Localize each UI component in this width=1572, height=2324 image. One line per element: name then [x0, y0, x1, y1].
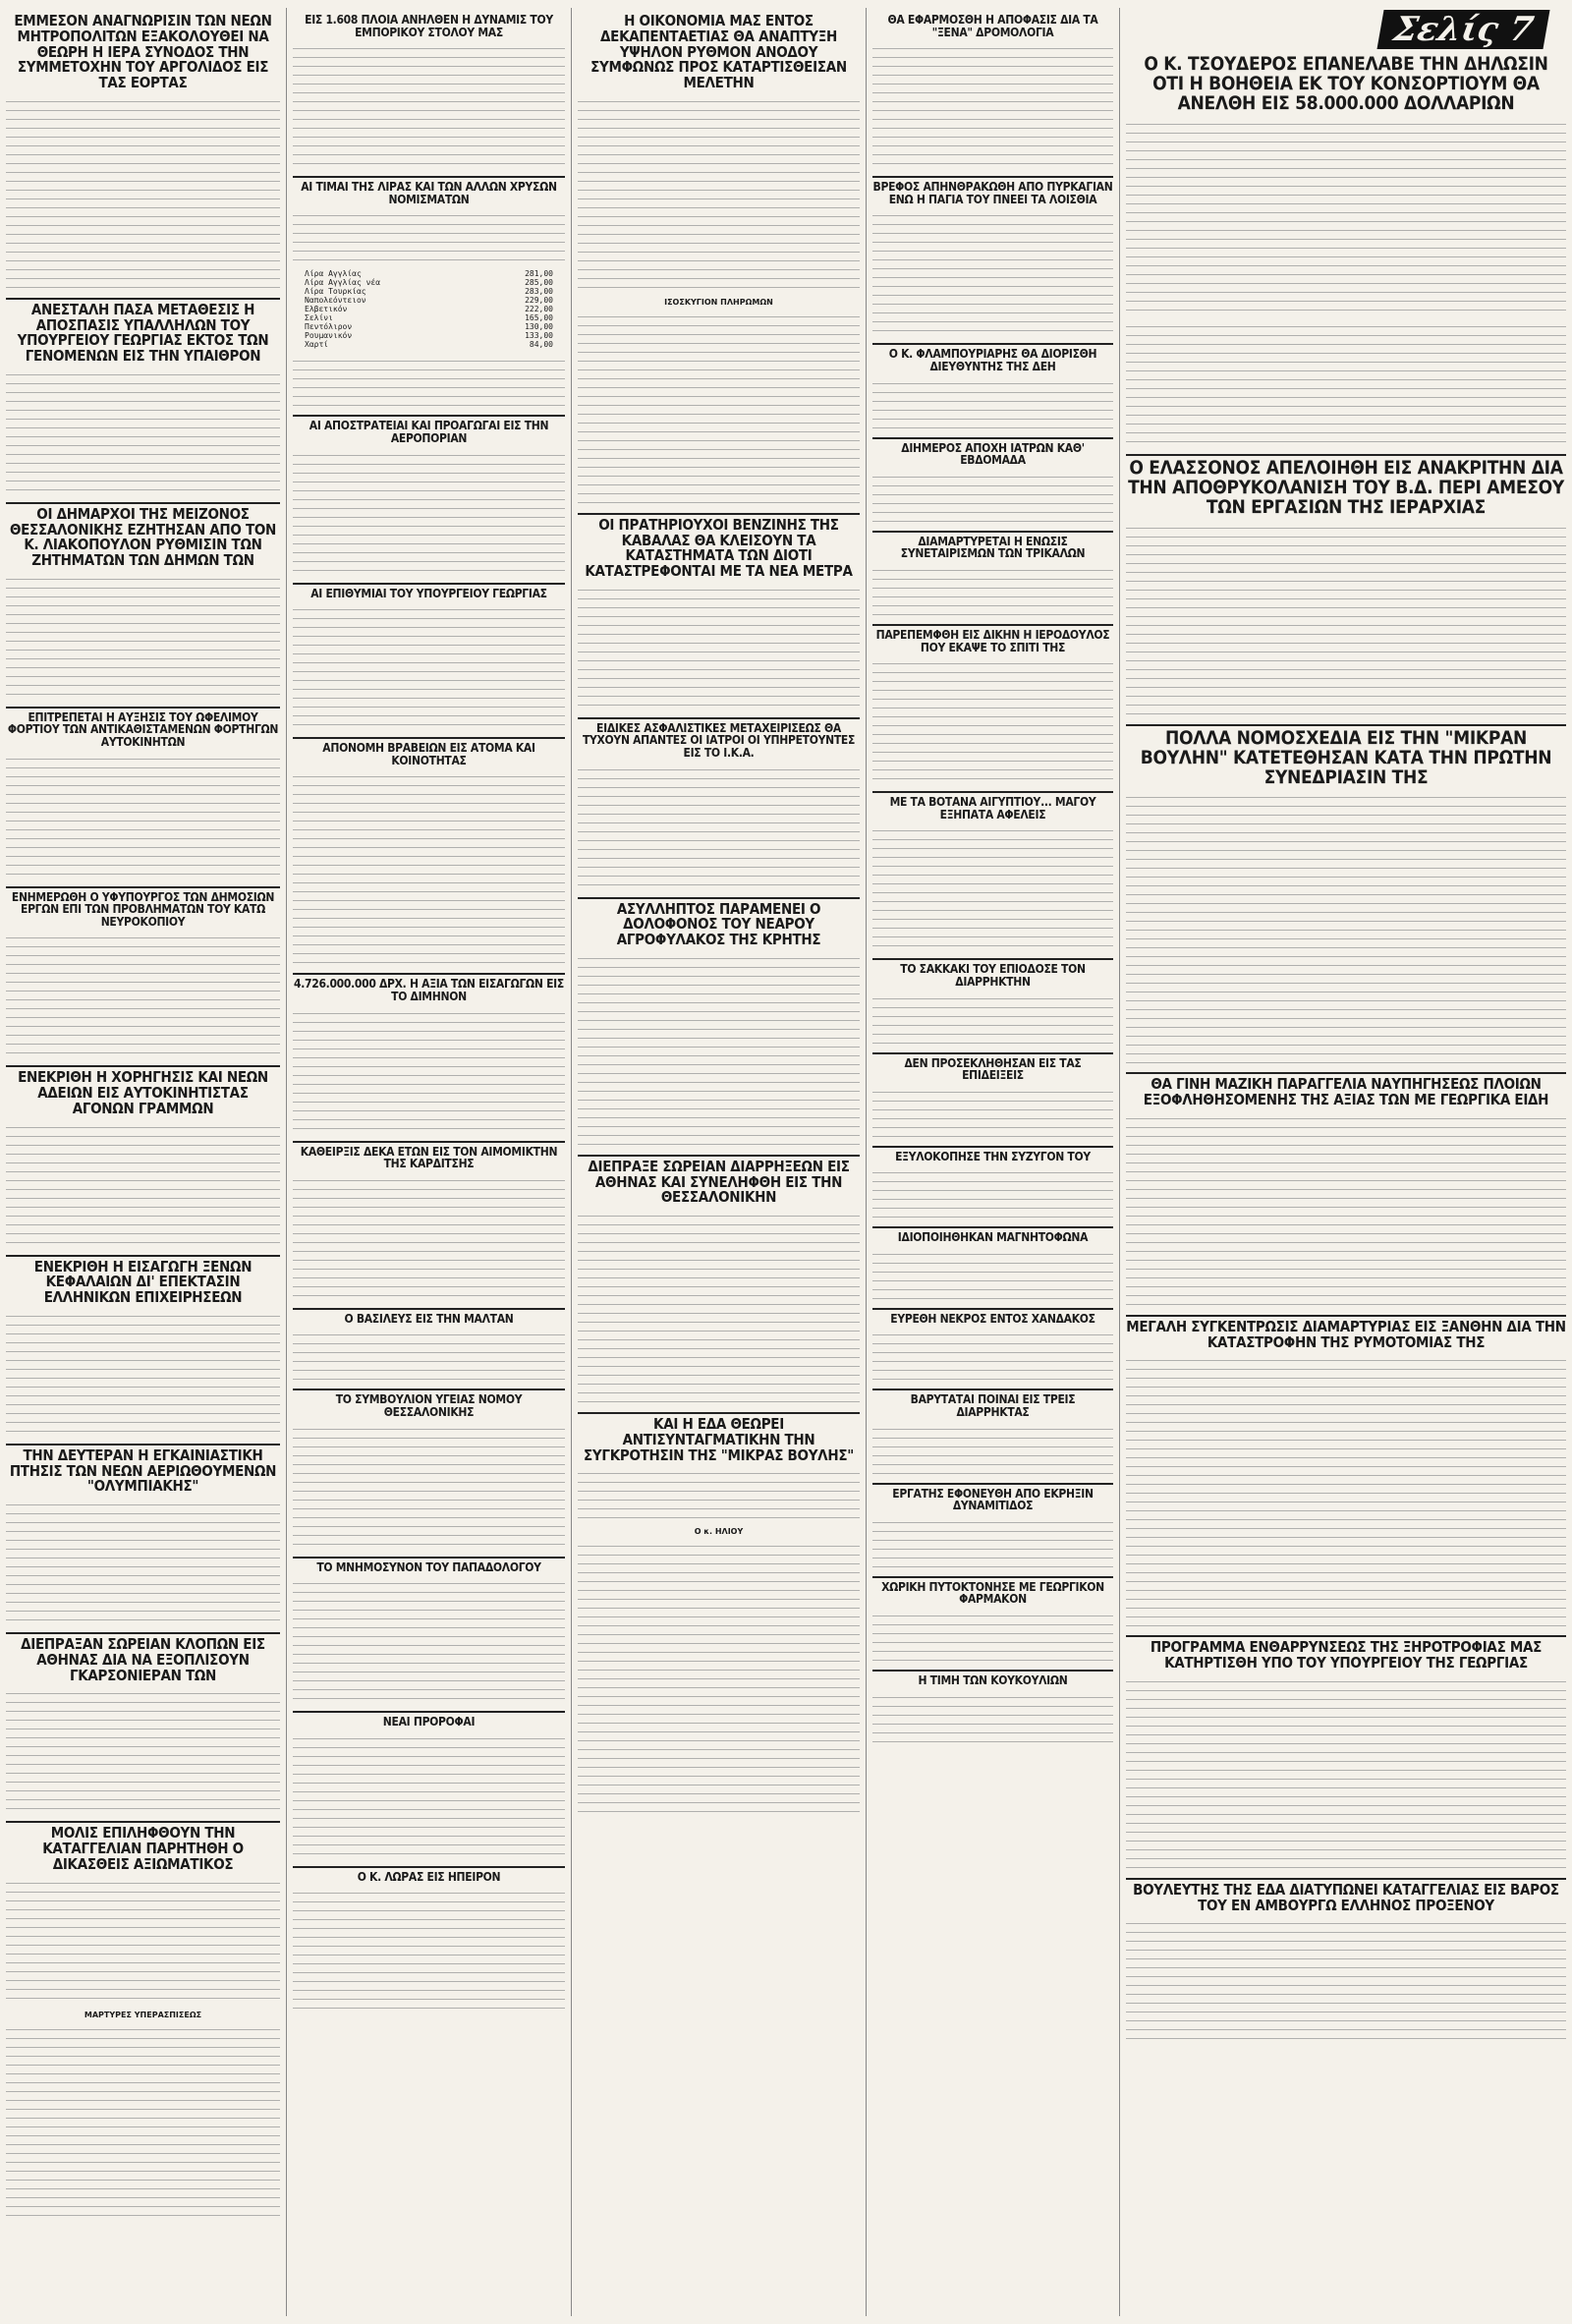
- headline-dry-farming: ΠΡΟΓΡΑΜΜΑ ΕΝΘΑΡΡΥΝΣΕΩΣ ΤΗΣ ΞΗΡΟΤΡΟΦΙΑΣ ΜΑΣ ΚΑΤΗΡΤΙΣΘΗ ΥΠΟ ΤΟΥ ΥΠΟΥΡΓΕΙΟΥ ΤΗΣ ΓΕΩΡΓΙΑΣ: [1126, 1635, 1566, 1672]
- article-body: [293, 770, 565, 967]
- article-body: [872, 1166, 1113, 1220]
- column-4: [867, 8, 1120, 2316]
- headline-dei-director: Ο Κ. ΦΛΑΜΠΟΥΡΙΑΡΗΣ ΘΑ ΔΙΟΡΙΣΘΗ ΔΙΕΥΘΥΝΤΗΣ ΤΗΣ ΔΕΗ: [872, 343, 1113, 372]
- article-body: [1126, 1354, 1566, 1629]
- article-body: [6, 368, 280, 496]
- article-body: [578, 584, 860, 711]
- article-body: [578, 95, 860, 292]
- article-body: [6, 1310, 280, 1438]
- headline-routes: ΘΑ ΕΦΑΡΜΟΣΘΗ Η ΑΠΟΦΑΣΙΣ ΔΙΑ ΤΑ "ΞΕΝΑ" ΔΡΟΜΟΛΟΓΙΑ: [887, 13, 1098, 39]
- article-body: [578, 1467, 860, 1521]
- article-body: [1126, 522, 1566, 718]
- headline-king-malta: Ο ΒΑΣΙΛΕΥΣ ΕΙΣ ΤΗΝ ΜΑΛΤΑΝ: [293, 1308, 565, 1326]
- article-body: [6, 1877, 280, 2005]
- page-label-text: Σελίς 7: [1376, 10, 1549, 49]
- headline-baby-fire: ΒΡΕΦΟΣ ΑΠΗΝΘΡΑΚΩΘΗ ΑΠΟ ΠΥΡΚΑΓΙΑΝ ΕΝΩ Η ΠΑΓΙΑ ΤΟΥ ΠΝΕΕΙ ΤΑ ΛΟΙΣΘΙΑ: [872, 176, 1113, 205]
- article-body: [293, 1732, 565, 1860]
- article-body: [293, 42, 565, 170]
- headline-awards: ΑΠΟΝΟΜΗ ΒΡΑΒΕΙΩΝ ΕΙΣ ΑΤΟΜΑ ΚΑΙ ΚΟΙΝΟΤΗΤΑΣ: [293, 737, 565, 766]
- article-body: [872, 209, 1113, 337]
- headline-officer: ΜΟΛΙΣ ΕΠΙΛΗΦΘΟΥΝ ΤΗΝ ΚΑΤΑΓΓΕΛΙΑΝ ΠΑΡΗΤΗΘΗ Ο ΔΙΚΑΣΘΕΙΣ ΑΞΙΩΜΑΤΙΚΟΣ: [6, 1821, 280, 1872]
- headline-dead-ditch: ΕΥΡΕΘΗ ΝΕΚΡΟΣ ΕΝΤΟΣ ΧΑΝΔΑΚΟΣ: [872, 1308, 1113, 1326]
- headline-egyptian-magician: ΜΕ ΤΑ ΒΟΤΑΝΑ ΑΙΓΥΠΤΙΟΥ... ΜΑΓΟΥ ΕΞΗΠΑΤΑ ΑΦΕΛΕΙΣ: [872, 791, 1113, 821]
- coin-price-table: [305, 269, 553, 349]
- headline-cocoons: Η ΤΙΜΗ ΤΩΝ ΚΟΥΚΟΥΛΙΩΝ: [872, 1670, 1113, 1687]
- headline-imports: 4.726.000.000 ΔΡΧ. Η ΑΞΙΑ ΤΩΝ ΕΙΣΑΓΩΓΩΝ ΕΙΣ ΤΟ ΔΙΜΗΝΟΝ: [293, 973, 565, 1002]
- article-body: [1126, 118, 1566, 314]
- headline-hamburg-consul: ΒΟΥΛΕΥΤΗΣ ΤΗΣ ΕΔΑ ΔΙΑΤΥΠΩΝΕΙ ΚΑΤΑΓΓΕΛΙΑΣ ΕΙΣ ΒΑΡΟΣ ΤΟΥ ΕΝ ΑΜΒΟΥΡΓΩ ΕΛΛΗΝΟΣ ΠΡΟΞΕΝΟΥ: [1126, 1878, 1566, 1914]
- article-body: [6, 1121, 280, 1249]
- headline-house-fire: ΠΑΡΕΠΕΜΦΘΗ ΕΙΣ ΔΙΚΗΝ Η ΙΕΡΟΔΟΥΛΟΣ ΠΟΥ ΕΚΑΨΕ ΤΟ ΣΠΙΤΙ ΤΗΣ: [872, 624, 1113, 653]
- subhead-witnesses: ΜΑΡΤΥΡΕΣ ΥΠΕΡΑΣΠΙΣΕΩΣ: [84, 2010, 202, 2019]
- article-body: [578, 952, 860, 1149]
- article-body: [6, 932, 280, 1059]
- article-body: [872, 42, 1113, 170]
- article-body: [872, 1086, 1113, 1140]
- article-body: [6, 2023, 280, 2220]
- article-body: [293, 1007, 565, 1135]
- subhead-balance: ΙΣΟΣΚΥΓΙΟΝ ΠΛΗΡΩΜΩΝ: [664, 297, 773, 307]
- article-body: [6, 1687, 280, 1815]
- column-2: [287, 8, 572, 2316]
- article-body: [293, 1174, 565, 1302]
- article-body: [1126, 1112, 1566, 1309]
- article-body: [6, 753, 280, 880]
- article-body: [293, 355, 565, 409]
- headline-bus-licenses: ΕΝΕΚΡΙΘΗ Η ΧΟΡΗΓΗΣΙΣ ΚΑΙ ΝΕΩΝ ΑΔΕΙΩΝ ΕΙΣ ΑΥΤΟΚΙΝΗΤΙΣΤΑΣ ΑΓΟΝΩΝ ΓΡΑΜΜΩΝ: [6, 1065, 280, 1116]
- article-body: [293, 1329, 565, 1383]
- headline-agriculture: ΑΙ ΕΠΙΘΥΜΙΑΙ ΤΟΥ ΥΠΟΥΡΓΕΙΟΥ ΓΕΩΡΓΙΑΣ: [293, 583, 565, 600]
- headline-crete-murder: ΑΣΥΛΛΗΠΤΟΣ ΠΑΡΑΜΕΝΕΙ Ο ΔΟΛΟΦΟΝΟΣ ΤΟΥ ΝΕΑΡΟΥ ΑΓΡΟΦΥΛΑΚΟΣ ΤΗΣ ΚΡΗΤΗΣ: [578, 897, 860, 948]
- headline-burglaries: ΔΙΕΠΡΑΞΕ ΣΩΡΕΙΑΝ ΔΙΑΡΡΗΞΕΩΝ ΕΙΣ ΑΘΗΝΑΣ ΚΑΙ ΣΥΝΕΛΗΦΘΗ ΕΙΣ ΤΗΝ ΘΕΣΣΑΛΟΝΙΚΗΝ: [578, 1155, 860, 1206]
- headline-tsouderos: Ο Κ. ΤΣΟΥΔΕΡΟΣ ΕΠΑΝΕΛΑΒΕ ΤΗΝ ΔΗΛΩΣΙΝ ΟΤΙ Η ΒΟΗΘΕΙΑ ΕΚ ΤΟΥ ΚΟΝΣΟΡΤΙΟΥΜ ΘΑ ΑΝΕΛΘΗ ΕΙΣ 58.000.000 ΔΟΛΛΑΡΙΩΝ: [1144, 53, 1548, 114]
- headline-fleet: ΕΙΣ 1.608 ΠΛΟΙΑ ΑΝΗΛΘΕΝ Η ΔΥΝΑΜΙΣ ΤΟΥ ΕΜΠΟΡΙΚΟΥ ΣΤΟΛΟΥ ΜΑΣ: [305, 13, 553, 39]
- headline-dynamite: ΕΡΓΑΤΗΣ ΕΦΟΝΕΥΘΗ ΑΠΟ ΕΚΡΗΞΙΝ ΔΥΝΑΜΙΤΙΔΟΣ: [872, 1483, 1113, 1512]
- headline-karditsa: ΚΑΘΕΙΡΞΙΣ ΔΕΚΑ ΕΤΩΝ ΕΙΣ ΤΟΝ ΑΙΜΟΜΙΚΤΗΝ ΤΗΣ ΚΑΡΔΙΤΣΗΣ: [293, 1141, 565, 1170]
- page-label: [1126, 10, 1566, 49]
- headline-sentences: ΒΑΡΥΤΑΤΑΙ ΠΟΙΝΑΙ ΕΙΣ ΤΡΕΙΣ ΔΙΑΡΡΗΚΤΑΣ: [872, 1389, 1113, 1418]
- headline-epirus: Ο Κ. ΛΩΡΑΣ ΕΙΣ ΗΠΕΙΡΟΝ: [293, 1866, 565, 1884]
- article-body: [578, 764, 860, 891]
- article-body: [293, 449, 565, 577]
- coin-row: Ναπολεόντειον 229,00: [305, 296, 553, 306]
- headline-doctors-ika: ΕΙΔΙΚΕΣ ΑΣΦΑΛΙΣΤΙΚΕΣ ΜΕΤΑΧΕΙΡΙΣΕΩΣ ΘΑ ΤΥΧΟΥΝ ΑΠΑΝΤΕΣ ΟΙ ΙΑΤΡΟΙ ΟΙ ΥΠΗΡΕΤΟΥΝΤΕΣ ΕΙΣ ΤΟ Ι.Κ.Α.: [578, 717, 860, 760]
- coin-row: Λίρα Αγγλίας νέα 285,00: [305, 278, 553, 288]
- headline-shipbuilding: ΘΑ ΓΙΝΗ ΜΑΖΙΚΗ ΠΑΡΑΓΓΕΛΙΑ ΝΑΥΠΗΓΗΣΕΩΣ ΠΛΟΙΩΝ ΕΞΟΦΛΗΘΗΣΟΜΕΝΗΣ ΤΗΣ ΑΞΙΑΣ ΤΩΝ ΜΕ ΓΕΩΡΓΙΚΑ ΕΙΔΗ: [1126, 1072, 1566, 1108]
- article-body: [293, 603, 565, 731]
- article-body: [6, 1499, 280, 1626]
- headline-economy: Η ΟΙΚΟΝΟΜΙΑ ΜΑΣ ΕΝΤΟΣ ΔΕΚΑΠΕΝΤΑΕΤΙΑΣ ΘΑ ΑΝΑΠΤΥΞΗ ΥΨΗΛΟΝ ΡΥΘΜΟΝ ΑΝΟΔΟΥ ΣΥΜΦΩΝΩΣ ΠΡΟΣ ΚΑΤΑΡΤΙΣΘΕΙΣΑΝ ΜΕΛΕΤΗΝ: [590, 12, 847, 91]
- headline-bills: ΠΟΛΛΑ ΝΟΜΟΣΧΕΔΙΑ ΕΙΣ ΤΗΝ "ΜΙΚΡΑΝ ΒΟΥΛΗΝ" ΚΑΤΕΤΕΘΗΣΑΝ ΚΑΤΑ ΤΗΝ ΠΡΩΤΗΝ ΣΥΝΕΔΡΙΑΣΙΝ ΤΗΣ: [1126, 724, 1566, 788]
- headline-nevrokopi: ΕΝΗΜΕΡΩΘΗ Ο ΥΦΥΠΟΥΡΓΟΣ ΤΩΝ ΔΗΜΟΣΙΩΝ ΕΡΓΩΝ ΕΠΙ ΤΩΝ ΠΡΟΒΛΗΜΑΤΩΝ ΤΟΥ ΚΑΤΩ ΝΕΥΡΟΚΟΠΙΟΥ: [6, 886, 280, 929]
- headline-xanthi: ΜΕΓΑΛΗ ΣΥΓΚΕΝΤΡΩΣΙΣ ΔΙΑΜΑΡΤΥΡΙΑΣ ΕΙΣ ΞΑΝΘΗΝ ΔΙΑ ΤΗΝ ΚΑΤΑΣΤΡΟΦΗΝ ΤΗΣ ΡΥΜΟΤΟΜΙΑΣ ΤΗΣ: [1126, 1315, 1566, 1351]
- article-body: [578, 311, 860, 507]
- headline-mayors: ΟΙ ΔΗΜΑΡΧΟΙ ΤΗΣ ΜΕΙΖΟΝΟΣ ΘΕΣΣΑΛΟΝΙΚΗΣ ΕΖΗΤΗΣΑΝ ΑΠΟ ΤΟΝ Κ. ΛΙΑΚΟΠΟΥΛΟΝ ΡΥΘΜΙΣΙΝ ΤΩΝ ΖΗΤΗΜΑΤΩΝ ΤΩΝ ΔΗΜΩΝ ΤΩΝ: [6, 502, 280, 569]
- article-body: [578, 1210, 860, 1406]
- headline-gold-prices: ΑΙ ΤΙΜΑΙ ΤΗΣ ΛΙΡΑΣ ΚΑΙ ΤΩΝ ΑΛΛΩΝ ΧΡΥΣΩΝ ΝΟΜΙΣΜΑΤΩΝ: [293, 176, 565, 205]
- article-body: [1126, 1675, 1566, 1872]
- headline-petrol-kavala: ΟΙ ΠΡΑΤΗΡΙΟΥΧΟΙ ΒΕΝΖΙΝΗΣ ΤΗΣ ΚΑΒΑΛΑΣ ΘΑ ΚΛΕΙΣΟΥΝ ΤΑ ΚΑΤΑΣΤΗΜΑΤΑ ΤΩΝ ΔΙΟΤΙ ΚΑΤΑΣΤΡΕΦΟΝΤΑΙ ΜΕ ΤΑ ΝΕΑ ΜΕΤΡΑ: [578, 513, 860, 580]
- headline-exhibitions: ΔΕΝ ΠΡΟΣΕΚΛΗΘΗΣΑΝ ΕΙΣ ΤΑΣ ΕΠΙΔΕΙΞΕΙΣ: [872, 1052, 1113, 1082]
- coin-row: Λίρα Αγγλίας 281,00: [305, 269, 553, 279]
- headline-wife-beating: ΕΞΥΛΟΚΟΠΗΣΕ ΤΗΝ ΣΥΖΥΓΟΝ ΤΟΥ: [872, 1146, 1113, 1163]
- coin-row: Λίρα Τουρκίας 283,00: [305, 287, 553, 297]
- article-body: [293, 1577, 565, 1705]
- headline-doctors-strike: ΔΙΗΜΕΡΟΣ ΑΠΟΧΗ ΙΑΤΡΩΝ ΚΑΘ' ΕΒΔΟΜΑΔΑ: [872, 437, 1113, 467]
- headline-jacket: ΤΟ ΣΑΚΚΑΚΙ ΤΟΥ ΕΠΙΟΔΟΣΕ ΤΟΝ ΔΙΑΡΡΗΚΤΗΝ: [872, 958, 1113, 988]
- headline-transfers: ΑΝΕΣΤΑΛΗ ΠΑΣΑ ΜΕΤΑΘΕΣΙΣ Η ΑΠΟΣΠΑΣΙΣ ΥΠΑΛΛΗΛΩΝ ΤΟΥ ΥΠΟΥΡΓΕΙΟΥ ΓΕΩΡΓΙΑΣ ΕΚΤΟΣ ΤΩΝ ΓΕΝΟΜΕΝΩΝ ΕΙΣ ΤΗΝ ΥΠΑΙΘΡΟΝ: [6, 298, 280, 365]
- article-body: [293, 1887, 565, 2014]
- article-body: [872, 1691, 1113, 1745]
- article-body: [872, 377, 1113, 431]
- article-body: [872, 1610, 1113, 1664]
- article-body: [872, 992, 1113, 1047]
- headline-elassonos: Ο ΕΛΑΣΣΟΝΟΣ ΑΠΕΛΟΙΗΘΗ ΕΙΣ ΑΝΑΚΡΙΤΗΝ ΔΙΑ ΤΗΝ ΑΠΟΘΡΥΚΟΛΑΝΙΣΗ ΤΟΥ Β.Δ. ΠΕΡΙ ΑΜΕΣΟΥ ΤΩΝ ΕΡΓΑΣΙΩΝ ΤΗΣ ΙΕΡΑΡΧΙΑΣ: [1126, 454, 1566, 518]
- headline-memorial: ΤΟ ΜΝΗΜΟΣΥΝΟΝ ΤΟΥ ΠΑΠΑΔΟΛΟΓΟΥ: [293, 1557, 565, 1574]
- article-body: [872, 1329, 1113, 1383]
- headline-poison: ΧΩΡΙΚΗ ΠΥΤΟΚΤΟΝΗΣΕ ΜΕ ΓΕΩΡΓΙΚΟΝ ΦΑΡΜΑΚΟΝ: [872, 1576, 1113, 1606]
- headline-new-promotions: ΝΕΑΙ ΠΡΟΡΟΦΑΙ: [293, 1711, 565, 1729]
- article-body: [6, 95, 280, 292]
- coin-row: Πεντόλιρον 130,00: [305, 322, 553, 332]
- headline-thefts: ΔΙΕΠΡΑΞΑΝ ΣΩΡΕΙΑΝ ΚΛΟΠΩΝ ΕΙΣ ΑΘΗΝΑΣ ΔΙΑ ΝΑ ΕΞΟΠΛΙΣΟΥΝ ΓΚΑΡΣΟΝΙΕΡΑΝ ΤΩΝ: [6, 1632, 280, 1683]
- coin-row: Ελβετικόν 222,00: [305, 305, 553, 314]
- article-body: [872, 657, 1113, 785]
- headline-olympic-jets: ΤΗΝ ΔΕΥΤΕΡΑΝ Η ΕΓΚΑΙΝΙΑΣΤΙΚΗ ΠΤΗΣΙΣ ΤΩΝ ΝΕΩΝ ΑΕΡΙΩΘΟΥΜΕΝΩΝ "ΟΛΥΜΠΙΑΚΗΣ": [6, 1444, 280, 1495]
- article-body: [872, 471, 1113, 525]
- article-body: [1126, 320, 1566, 448]
- headline-metropolitans: ΕΜΜΕΣΟΝ ΑΝΑΓΝΩΡΙΣΙΝ ΤΩΝ ΝΕΩΝ ΜΗΤΡΟΠΟΛΙΤΩΝ ΕΞΑΚΟΛΟΥΘΕΙ ΝΑ ΘΕΩΡΗ Η ΙΕΡΑ ΣΥΝΟΔΟΣ ΤΗΝ ΣΥΜΜΕΤΟΧΗΝ ΤΟΥ ΑΡΓΟΛΙΔΟΣ ΕΙΣ ΤΑΣ ΕΟΡΤΑΣ: [14, 12, 272, 91]
- column-5: [1120, 8, 1572, 2316]
- article-body: [1126, 791, 1566, 1066]
- article-body: [872, 1248, 1113, 1302]
- article-body: [872, 1516, 1113, 1570]
- article-body: [1126, 1917, 1566, 2045]
- column-3: [572, 8, 867, 2316]
- headline-foreign-capital: ΕΝΕΚΡΙΘΗ Η ΕΙΣΑΓΩΓΗ ΞΕΝΩΝ ΚΕΦΑΛΑΙΩΝ ΔΙ' ΕΠΕΚΤΑΣΙΝ ΕΛΛΗΝΙΚΩΝ ΕΠΙΧΕΙΡΗΣΕΩΝ: [6, 1255, 280, 1306]
- article-body: [578, 1540, 860, 1815]
- column-1: [0, 8, 287, 2316]
- headline-tape-recorders: ΙΔΙΟΠΟΙΗΘΗΚΑΝ ΜΑΓΝΗΤΟΦΩΝΑ: [872, 1226, 1113, 1244]
- coin-row: Χαρτί 84,00: [305, 340, 553, 350]
- headline-airforce: ΑΙ ΑΠΟΣΤΡΑΤΕΙΑΙ ΚΑΙ ΠΡΟΑΓΩΓΑΙ ΕΙΣ ΤΗΝ ΑΕΡΟΠΟΡΙΑΝ: [293, 415, 565, 444]
- coin-row: Ρουμανικόν 133,00: [305, 331, 553, 341]
- article-body: [872, 1423, 1113, 1477]
- headline-trikala: ΔΙΑΜΑΡΤΥΡΕΤΑΙ Η ΕΝΩΣΙΣ ΣΥΝΕΤΑΙΡΙΣΜΩΝ ΤΩΝ ΤΡΙΚΑΛΩΝ: [872, 531, 1113, 560]
- headline-trucks: ΕΠΙΤΡΕΠΕΤΑΙ Η ΑΥΞΗΣΙΣ ΤΟΥ ΩΦΕΛΙΜΟΥ ΦΟΡΤΙΟΥ ΤΩΝ ΑΝΤΙΚΑΘΙΣΤΑΜΕΝΩΝ ΦΟΡΤΗΓΩΝ ΑΥΤΟΚΙΝΗΤΩΝ: [6, 707, 280, 749]
- headline-eda-small-parliament: ΚΑΙ Η ΕΔΑ ΘΕΩΡΕΙ ΑΝΤΙΣΥΝΤΑΓΜΑΤΙΚΗΝ ΤΗΝ ΣΥΓΚΡΟΤΗΣΙΝ ΤΗΣ "ΜΙΚΡΑΣ ΒΟΥΛΗΣ": [578, 1412, 860, 1463]
- article-body: [293, 1423, 565, 1551]
- article-body: [293, 209, 565, 263]
- article-body: [872, 564, 1113, 618]
- headline-health-council: ΤΟ ΣΥΜΒΟΥΛΙΟΝ ΥΓΕΙΑΣ ΝΟΜΟΥ ΘΕΣΣΑΛΟΝΙΚΗΣ: [293, 1389, 565, 1418]
- article-body: [872, 824, 1113, 952]
- subhead-iliou: Ο κ. ΗΛΙΟΥ: [694, 1527, 744, 1537]
- coin-row: Σελίνι 165,00: [305, 313, 553, 323]
- article-body: [6, 573, 280, 701]
